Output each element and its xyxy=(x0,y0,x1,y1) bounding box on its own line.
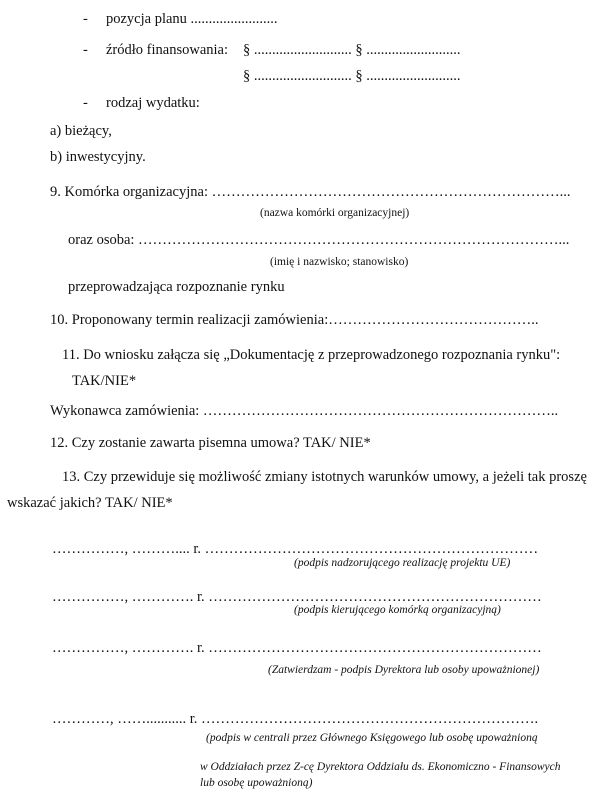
written-contract-question: 12. Czy zostanie zawarta pisemna umowa? TAK/ NIE* xyxy=(50,435,371,451)
bullet-dash: - xyxy=(83,11,88,27)
expense-type-label: rodzaj wydatku: xyxy=(106,95,200,111)
person-caption: (imię i nazwisko; stanowisko) xyxy=(270,256,409,268)
signature-line: ……………, …………. r. …………………………………………………………… xyxy=(52,640,542,656)
contract-change-question: 13. Czy przewiduje się możliwość zmiany istotnych warunków umowy, a jeżeli tak proszę xyxy=(62,469,587,485)
signature-caption: (Zatwierdzam - podpis Dyrektora lub osoby upoważnionej) xyxy=(268,664,540,676)
option-investment: b) inwestycyjny. xyxy=(50,149,146,165)
bullet-dash: - xyxy=(83,95,88,111)
signature-caption: (podpis nadzorującego realizację projektu UE) xyxy=(294,557,511,569)
person-line: oraz osoba: ……………………………………………………………………………... xyxy=(68,232,570,248)
conducting-label: przeprowadzająca rozpoznanie rynku xyxy=(68,279,285,295)
signature-caption: (podpis w centrali przez Głównego Księgowego lub osobę upoważnioną xyxy=(206,732,538,744)
contract-change-question-cont: wskazać jakich? TAK/ NIE* xyxy=(7,495,173,511)
attachment-answer: TAK/NIE* xyxy=(72,373,137,389)
completion-date-line: 10. Proponowany termin realizacji zamówienia:…………………………………….. xyxy=(50,312,539,328)
funding-source-row-2: § ........................... § .......................... xyxy=(243,68,461,84)
funding-source-label: źródło finansowania: xyxy=(106,42,229,58)
funding-source-row-1: § ........................... § .......................... xyxy=(243,42,461,58)
signature-caption-line-2: w Oddziałach przez Z-cę Dyrektora Oddziału ds. Ekonomiczno - Finansowych xyxy=(200,761,561,773)
signature-line: ……………, …………. r. …………………………………………………………… xyxy=(52,589,542,605)
option-current: a) bieżący, xyxy=(50,123,112,139)
plan-position-line: pozycja planu ........................ xyxy=(106,11,278,27)
signature-line: ……………, ……….... r. …………………………………………………………… xyxy=(52,541,539,557)
attachment-question: 11. Do wniosku załącza się „Dokumentację z przeprowadzonego rozpoznania rynku": xyxy=(62,347,561,363)
org-unit-caption: (nazwa komórki organizacyjnej) xyxy=(260,207,410,219)
signature-caption: (podpis kierującego komórką organizacyjną) xyxy=(294,604,501,616)
signature-line: …………, ……........... r. ……………………………………………………………. xyxy=(52,711,539,727)
org-unit-line: 9. Komórka organizacyjna: ………………………………………………………………... xyxy=(50,184,571,200)
bullet-dash: - xyxy=(83,42,88,58)
contractor-line: Wykonawca zamówienia: ……………………………………………………………….. xyxy=(50,403,559,419)
signature-caption-line-3: lub osobę upoważnioną) xyxy=(200,777,313,789)
